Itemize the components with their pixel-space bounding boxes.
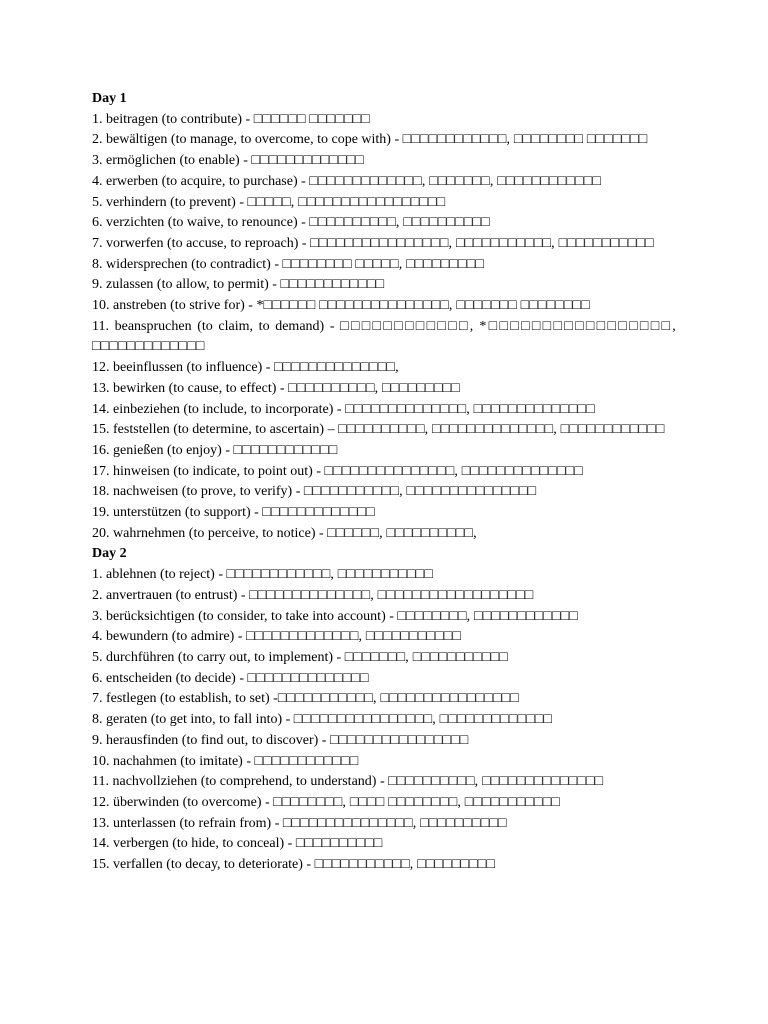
- german-term: 20. wahrnehmen (to perceive, to notice) -: [92, 525, 328, 541]
- day-heading: Day 1: [92, 91, 127, 106]
- german-term: 9. zulassen (to allow, to permit) -: [92, 277, 281, 293]
- german-term: 1. beitragen (to contribute) -: [92, 111, 254, 127]
- german-term: 4. erwerben (to acquire, to purchase) -: [92, 173, 310, 189]
- vocab-entry: [92, 441, 676, 462]
- german-term: 2. bewältigen (to manage, to overcome, to cope with) -: [92, 132, 403, 148]
- german-term: 1. ablehnen (to reject) -: [92, 567, 227, 583]
- german-term: 13. bewirken (to cause, to effect) -: [92, 380, 289, 396]
- vocab-entry: [92, 213, 676, 234]
- german-term: 7. vorwerfen (to accuse, to reproach) -: [92, 235, 311, 251]
- vocab-entry: [92, 731, 676, 752]
- vocab-entry: [92, 358, 676, 379]
- german-term: 7. festlegen (to establish, to set) -: [92, 691, 278, 707]
- german-term: 2. anvertrauen (to entrust) -: [92, 587, 250, 603]
- german-term: 6. entscheiden (to decide) -: [92, 670, 248, 686]
- translation: □□□□□□□□, □□□□ □□□□□□□□, □□□□□□□□□□□: [273, 794, 561, 810]
- translation: □□□□□□□□□□□□□□□□, □□□□□□□□□□□□□: [293, 712, 553, 728]
- translation: □□□□□□□□□□□□□: [262, 505, 375, 521]
- vocab-entry: [92, 648, 676, 669]
- translation: □□□□□□□□□□□□□□□, □□□□□□□□□□: [282, 815, 507, 831]
- vocab-entry: [92, 607, 676, 628]
- translation: □□□□□□□□□□□□□□□, □□□□□□□□□□□□□□: [324, 463, 583, 479]
- vocab-entry: [92, 814, 676, 835]
- vocab-entry: [92, 317, 676, 358]
- translation: □□□□□, □□□□□□□□□□□□□□□□□: [247, 194, 446, 210]
- german-term: 10. nachahmen (to imitate) -: [92, 753, 255, 769]
- translation: □□□□□□□□□□□□□□,: [273, 360, 399, 376]
- translation: □□□□□□□□□□, □□□□□□□□□□: [309, 215, 490, 231]
- german-term: 14. einbeziehen (to include, to incorporate) -: [92, 401, 346, 417]
- translation: □□□□□□□□□□□□□□, □□□□□□□□□□□□□□: [345, 401, 595, 417]
- translation: □□□□□□□□□□□, □□□□□□□□□□□□□□□: [303, 484, 537, 500]
- document-page: [92, 89, 676, 876]
- vocab-entry: [92, 752, 676, 773]
- day-section: [92, 89, 676, 544]
- vocab-entry: [92, 503, 676, 524]
- vocab-entry: [92, 710, 676, 731]
- german-term: 13. unterlassen (to refrain from) -: [92, 815, 283, 831]
- german-term: 12. beeinflussen (to influence) -: [92, 360, 274, 376]
- translation: □□□□□□□□□□□□□: [251, 153, 364, 169]
- german-term: 11. beanspruchen (to claim, to demand) -: [92, 318, 341, 334]
- german-term: 15. verfallen (to decay, to deteriorate) -: [92, 857, 315, 873]
- vocab-entry: [92, 151, 676, 172]
- vocab-entry: [92, 565, 676, 586]
- german-term: 12. überwinden (to overcome) -: [92, 794, 274, 810]
- translation: □□□□□□□□□□□□, □□□□□□□□□□□: [226, 567, 433, 583]
- vocab-entry: [92, 482, 676, 503]
- vocab-entry: [92, 669, 676, 690]
- translation: □□□□□□□□□□□□□□□□, □□□□□□□□□□□, □□□□□□□□□□□: [310, 235, 654, 251]
- translation: □□□□□□□□□□, □□□□□□□□□□□□□□: [388, 774, 604, 790]
- translation: □□□□□□□□□□□□, □□□□□□□□ □□□□□□□: [402, 132, 648, 148]
- translation: □□□□□□□□□□□, □□□□□□□□□□□□□□□□: [277, 691, 519, 707]
- german-term: 14. verbergen (to hide, to conceal) -: [92, 836, 296, 852]
- translation: □□□□□□ □□□□□□□: [253, 111, 370, 127]
- german-term: 18. nachweisen (to prove, to verify) -: [92, 484, 304, 500]
- translation: □□□□□□□□□□□□□, □□□□□□□□□□□: [245, 629, 462, 645]
- german-term: 6. verzichten (to waive, to renounce) -: [92, 215, 310, 231]
- german-term: 8. widersprechen (to contradict) -: [92, 256, 283, 272]
- translation: □□□□□□, □□□□□□□□□□,: [327, 525, 477, 541]
- vocab-entry: [92, 130, 676, 151]
- translation: □□□□□□□□□□□□□□, □□□□□□□□□□□□□□□□□□: [249, 587, 534, 603]
- translation: □□□□□□□, □□□□□□□□□□□: [344, 649, 508, 665]
- vocab-entry: [92, 110, 676, 131]
- vocab-entry: [92, 793, 676, 814]
- german-term: 8. geraten (to get into, to fall into) -: [92, 712, 294, 728]
- german-term: 4. bewundern (to admire) -: [92, 629, 246, 645]
- vocab-entry: [92, 255, 676, 276]
- translation: □□□□□□□□□□□□: [233, 442, 338, 458]
- vocab-entry: [92, 834, 676, 855]
- translation: □□□□□□□□□□□, □□□□□□□□□: [314, 857, 496, 873]
- vocab-entry: [92, 462, 676, 483]
- translation: □□□□□□□□□□□□: [280, 277, 385, 293]
- vocab-entry: [92, 855, 676, 876]
- vocab-entry: [92, 400, 676, 421]
- vocab-entry: [92, 193, 676, 214]
- vocab-entry: [92, 524, 676, 545]
- german-term: 10. anstreben (to strive for) - *: [92, 298, 264, 314]
- translation: □□□□□□□□ □□□□□, □□□□□□□□□: [282, 256, 485, 272]
- vocab-entry: [92, 234, 676, 255]
- german-term: 3. berücksichtigen (to consider, to take into account) -: [92, 608, 398, 624]
- german-term: 11. nachvollziehen (to comprehend, to understand) -: [92, 774, 389, 790]
- translation: □□□□□□□□□□, □□□□□□□□□□□□□□, □□□□□□□□□□□□: [338, 422, 665, 438]
- vocab-entry: [92, 586, 676, 607]
- vocab-entry: [92, 772, 676, 793]
- translation: □□□□□□□□□□, □□□□□□□□□: [288, 380, 460, 396]
- german-term: 17. hinweisen (to indicate, to point out) -: [92, 463, 325, 479]
- vocab-entry: [92, 275, 676, 296]
- german-term: 15. feststellen (to determine, to ascertain) –: [92, 422, 339, 438]
- day-section: [92, 544, 676, 875]
- translation: □□□□□□□□□□□□□, □□□□□□□, □□□□□□□□□□□□: [309, 173, 602, 189]
- vocab-entry: [92, 379, 676, 400]
- translation: □□□□□□□□□□□□□□: [247, 670, 369, 686]
- translation: □□□□□□□□□□: [295, 836, 383, 852]
- vocab-entry: [92, 689, 676, 710]
- translation: □□□□□□ □□□□□□□□□□□□□□□, □□□□□□□ □□□□□□□□: [263, 298, 590, 314]
- german-term: 5. durchführen (to carry out, to implement) -: [92, 649, 345, 665]
- translation: □□□□□□□□□□□□□□□□: [329, 732, 469, 748]
- vocab-entry: [92, 627, 676, 648]
- german-term: 16. genießen (to enjoy) -: [92, 442, 234, 458]
- day-heading: Day 2: [92, 546, 127, 562]
- german-term: 5. verhindern (to prevent) -: [92, 194, 248, 210]
- german-term: 3. ermöglichen (to enable) -: [92, 153, 252, 169]
- translation: □□□□□□□□□□□□, *□□□□□□□□□□□□□□□□□, □□□□□□□□□□□□□: [92, 318, 676, 355]
- vocab-entry: [92, 172, 676, 193]
- vocab-entry: [92, 420, 676, 441]
- german-term: 19. unterstützen (to support) -: [92, 505, 263, 521]
- german-term: 9. herausfinden (to find out, to discover) -: [92, 732, 330, 748]
- translation: □□□□□□□□, □□□□□□□□□□□□: [397, 608, 578, 624]
- translation: □□□□□□□□□□□□: [254, 753, 359, 769]
- vocab-entry: [92, 296, 676, 317]
